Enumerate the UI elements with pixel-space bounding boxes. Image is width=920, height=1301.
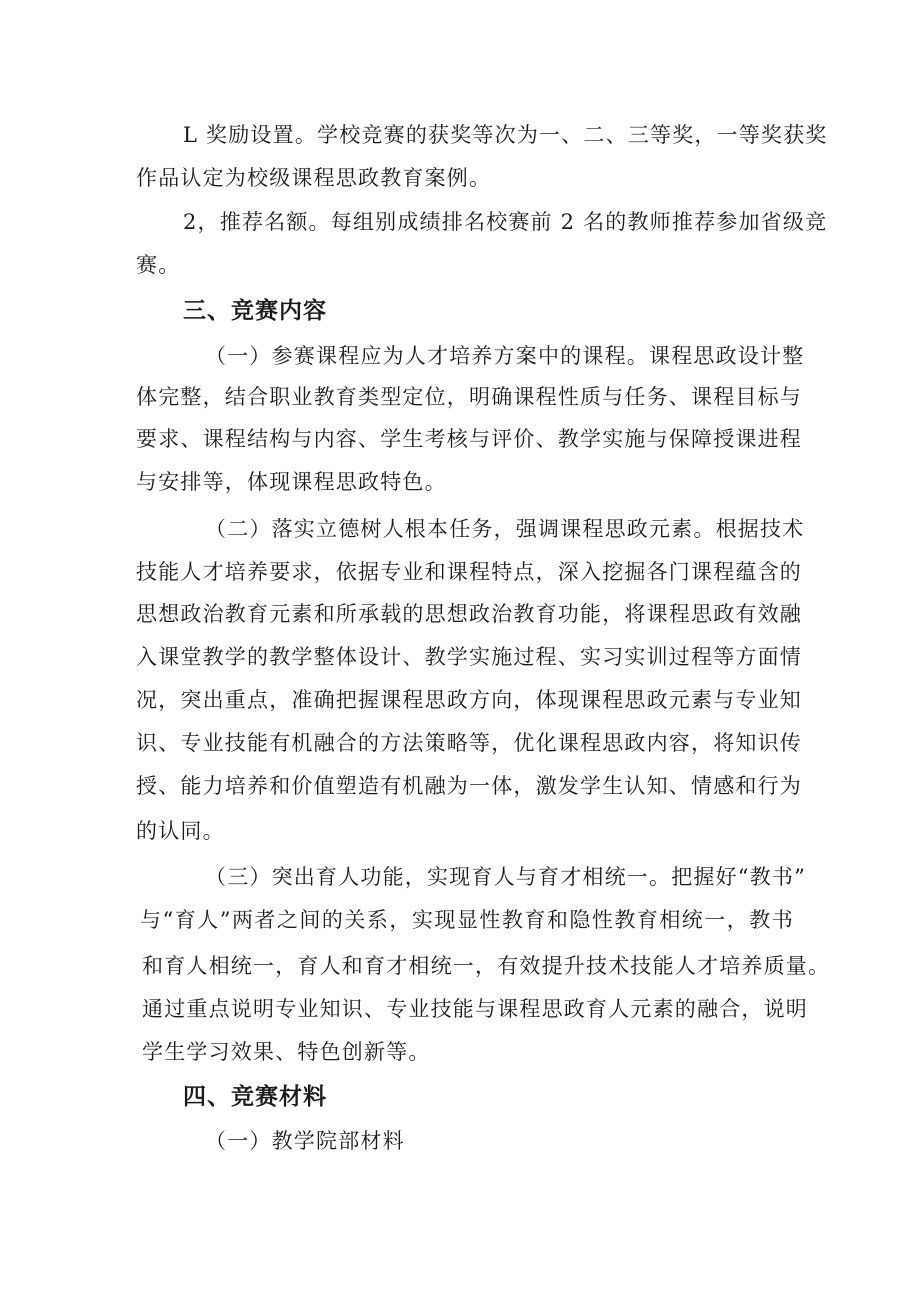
- paragraph-awards-line-1: L 奖励设置。学校竞赛的获奖等次为一、二、三等奖，一等奖获奖: [183, 123, 828, 147]
- paragraph-recommend-line-1: 2，推荐名额。每组别成绩排名校赛前 2 名的教师推荐参加省级竞: [183, 210, 828, 234]
- item3-line-4: 通过重点说明专业知识、专业技能与课程思政育人元素的融合，说明: [142, 997, 808, 1021]
- item2-line-1: （二）落实立德树人根本任务，强调课程思政元素。根据技术: [205, 517, 805, 541]
- item1-line-1: （一）参赛课程应为人才培养方案中的课程。课程思政设计整: [205, 344, 805, 368]
- item1-line-3: 要求、课程结构与内容、学生考核与评价、教学实施与保障授课进程: [136, 427, 802, 451]
- item3-line-1: （三）突出育人功能，实现育人与育才相统一。把握好“教书”: [205, 865, 807, 889]
- paragraph-awards-line-2: 作品认定为校级课程思政教育案例。: [136, 166, 492, 190]
- item3-line-5: 学生学习效果、特色创新等。: [142, 1040, 431, 1064]
- item2-line-5: 况，突出重点，准确把握课程思政方向，体现课程思政元素与专业知: [136, 688, 802, 712]
- item2-line-3: 思想政治教育元素和所承载的思想政治教育功能，将课程思政有效融: [136, 602, 802, 626]
- item2-line-7: 授、能力培养和价值塑造有机融为一体，激发学生认知、情感和行为: [136, 774, 802, 798]
- item3-line-2: 与“育人”两者之间的关系，实现显性教育和隐性教育相统一，教书: [140, 908, 794, 932]
- item1-line-2: 体完整，结合职业教育类型定位，明确课程性质与任务、课程目标与: [136, 385, 802, 409]
- item2-line-2: 技能人才培养要求，依据专业和课程特点，深入挖掘各门课程蕴含的: [136, 560, 802, 584]
- paragraph-recommend-line-2: 赛。: [136, 253, 181, 277]
- item2-line-8: 的认同。: [136, 819, 225, 843]
- materials-item1: （一）教学院部材料: [205, 1129, 405, 1153]
- item2-line-4: 入课堂教学的教学整体设计、教学实施过程、实习实训过程等方面情: [136, 645, 802, 669]
- item3-line-3: 和育人相统一，育人和育才相统一，有效提升技术技能人才培养质量。: [142, 954, 831, 978]
- section-heading-competition-content: 三、竞赛内容: [183, 298, 327, 324]
- section-heading-competition-materials: 四、竞赛材料: [183, 1084, 327, 1110]
- item1-line-4: 与安排等，体现课程思政特色。: [136, 470, 447, 494]
- item2-line-6: 识、专业技能有机融合的方法策略等，优化课程思政内容，将知识传: [136, 731, 802, 755]
